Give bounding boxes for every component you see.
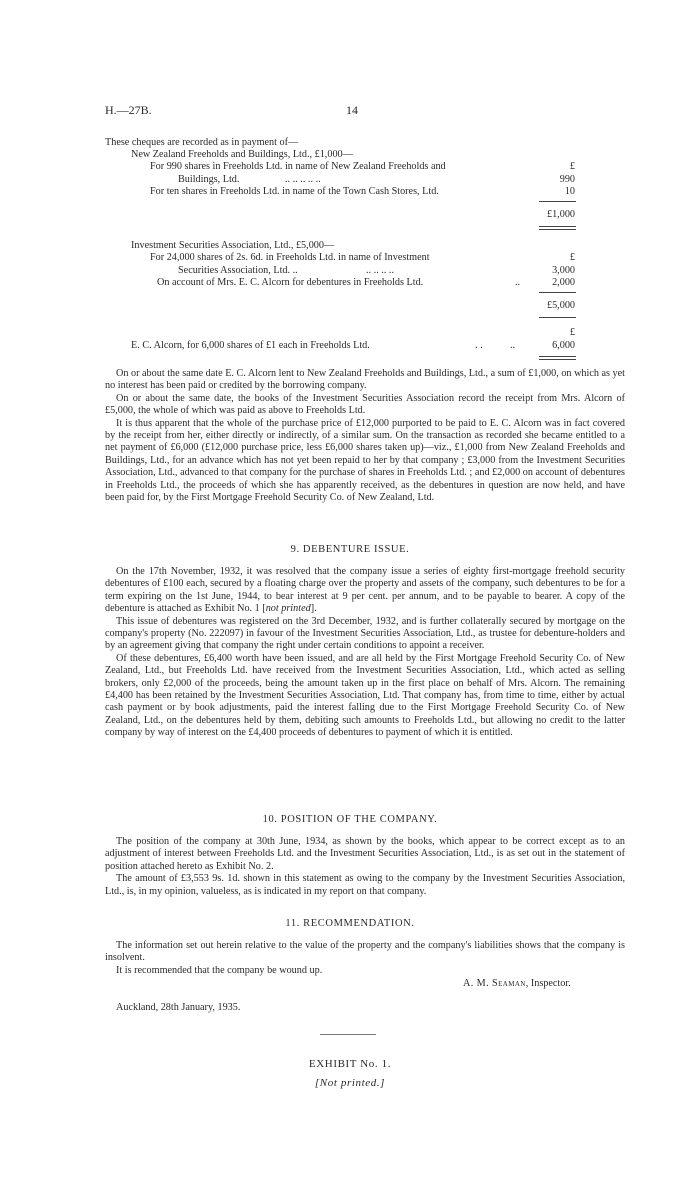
isa-line-1: For 24,000 shares of 2s. 6d. in Freeholds Ltd. in name of Investment [150,252,430,263]
subtotal-rule [539,292,576,293]
section-11-heading: 11. RECOMMENDATION. [285,918,415,929]
signature: A. M. Seaman, Inspector. [463,978,571,989]
nzf-line-2: For ten shares in Freeholds Ltd. in name of the Town Cash Stores, Ltd. [150,186,439,197]
page-number: 14 [346,103,358,117]
subtotal-rule [539,201,576,202]
leader-dots: .. .. .. .. [366,265,395,276]
nzf-line-1b: Buildings, Ltd. [178,174,240,185]
isa-total: £5,000 [546,300,575,311]
paragraph: On or about the same date E. C. Alcorn lent to New Zealand Freeholds and Buildings, Ltd., a sum of £1,000, on which as yet no interest has been paid or credited by the borrowing company. [105,368,625,392]
document-reference: H.—27B. [105,103,152,117]
isa-amount-2: 2,000 [552,277,575,288]
isa-line-2: On account of Mrs. E. C. Alcorn for debentures in Freeholds Ltd. [157,277,424,288]
exhibit-title: EXHIBIT No. 1. [308,1058,392,1070]
paragraph: On the 17th November, 1932, it was resolved that the company issue a series of eighty first-mortgage freehold security debentures of £100 each, secured by a floating charge over the property and assets of the company, such debentures to be for a term expiring on the 1st June, 1944, to bear interest at 9 per cent. per annum, and to be payable to bearer. A copy of the debenture is attached as Exhibit No. 1 [not printed]. [105,566,625,615]
section-11-body [105,940,625,977]
paragraph: It is recommended that the company be wound up. [116,964,323,976]
nzf-amount-1: 990 [559,174,575,185]
nzf-total: £1,000 [546,209,575,220]
section-10-heading: 10. POSITION OF THE COMPANY. [262,814,438,825]
leader-dots: . . [475,340,483,351]
isa-amount-1: 3,000 [552,265,575,276]
nzf-line-1: For 990 shares in Freeholds Ltd. in name of New Zealand Freeholds and [150,161,446,172]
nzf-title: New Zealand Freeholds and Buildings, Ltd., £1,000— [131,149,353,160]
nzf-amount-2: 10 [564,186,575,197]
isa-title: Investment Securities Association, Ltd., £5,000— [131,240,335,251]
cheques-intro: These cheques are recorded as in payment of— [105,137,299,148]
paragraph: Of these debentures, £6,400 worth have been issued, and are all held by the First Mortgage Freehold Security Co. of New Zealand, Ltd., but Freeholds Ltd. have received from the Investment Securities Association, Ltd., which acted as selling brokers, only £2,000 of the proceeds, being the amount taken up in the first place on behalf of Mrs. Alcorn. The remaining £4,400 has been retained by the Investment Securities Association, Ltd. That company has, from time to time, either by actual cash payment or by book adjustments, paid the interest falling due to the First Mortgage Freehold Security Co. of New Zealand, Ltd., on the debentures held by them, debiting such amounts to Freeholds Ltd., but allowing no credit to the latter company by way of interest on the £4,400 proceeds of debentures to payment of which it is entitled. [105,652,625,739]
total-double-rule [539,356,576,360]
paragraph: The position of the company at 30th June, 1934, as shown by the books, which appear to be correct except as to an adjustment of interest between Freeholds Ltd. and the Investment Securities Association, Ltd., is as set out in the statement of position attached hereto as Exhibit No. 2. [105,836,625,872]
body-paragraphs [105,368,625,504]
eca-line: E. C. Alcorn, for 6,000 shares of £1 each in Freeholds Ltd. [131,340,370,351]
section-9-body [105,566,625,740]
eca-amount: 6,000 [552,340,575,351]
paragraph: This issue of debentures was registered on the 3rd December, 1932, and is further collaterally secured by mortgage on the company's property (No. 222097) in favour of the Investment Securities Association, Ltd., as trustee for debenture-holders and by an agreement giving that company the right under certain conditions to appoint a receiver. [105,615,625,652]
leader-dots: .. [515,277,521,288]
dateline: Auckland, 28th January, 1935. [116,1002,241,1013]
leader-dots: .. .. .. .. .. [285,174,321,185]
isa-line-1b: Securities Association, Ltd. .. [178,265,298,276]
nzf-currency: £ [569,161,575,172]
paragraph: The information set out herein relative to the value of the property and the company's liabilities shows that the company is insolvent. [105,940,625,964]
paragraph: The amount of £3,553 9s. 1d. shown in this statement as owing to the company by the Investment Securities Association, Ltd., is, in my opinion, valueless, as is indicated in my report on that company. [105,873,625,897]
eca-currency: £ [569,327,575,338]
divider [320,1034,376,1035]
paragraph: It is thus apparent that the whole of the purchase price of £12,000 purported to be paid to E. C. Alcorn was in fact covered by the receipt from her, either directly or indirectly, of a similar sum. On the transaction as recorded she became entitled to a net payment of £6,000 (£12,000 purchase price, less £6,000 shares taken up)—viz., £1,000 from New Zealand Freeholds and Buildings, Ltd., for an advance which has not yet been repaid to her by that company ; £3,000 from the Investment Securities Association, Ltd., advanced to that company for the purchase of shares in Freeholds Ltd. ; and £2,000 on account of debentures in Freeholds Ltd., the proceeds of which she has apparently received, as the debentures in question are now held, and have been paid for, by the First Mortgage Freehold Security Co. of New Zealand, Ltd. [105,417,625,504]
exhibit-note: [Not printed.] [314,1077,386,1089]
leader-dots: .. [510,340,516,351]
section-9-heading: 9. DEBENTURE ISSUE. [290,544,410,555]
isa-currency: £ [569,252,575,263]
total-double-rule [539,226,576,230]
paragraph: On or about the same date, the books of the Investment Securities Association record the receipt from Mrs. Alcorn of £5,000, the whole of which was paid as above to Freeholds Ltd. [105,392,625,417]
subtotal-rule [539,317,576,318]
section-10-body [105,836,625,898]
